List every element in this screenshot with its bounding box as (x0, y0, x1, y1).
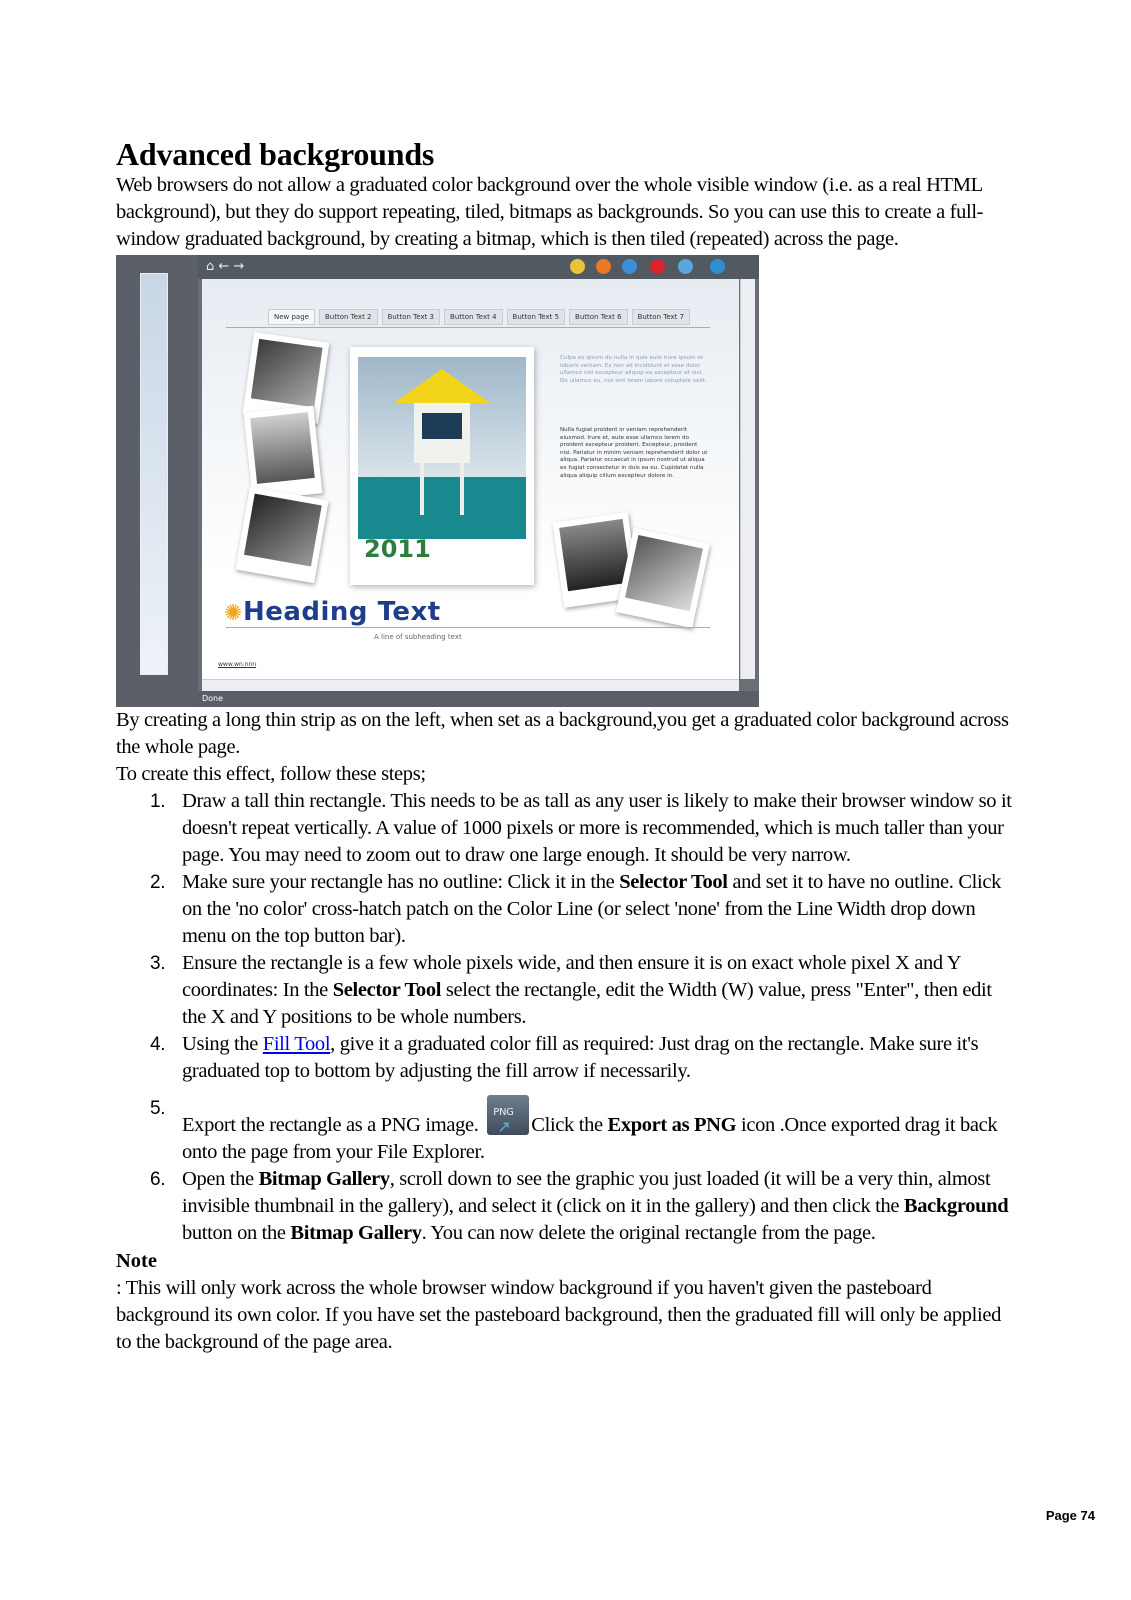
opera-icon (650, 259, 665, 274)
orange-rule (226, 627, 710, 628)
lorem-text-1: Culpa ex ipsum do nulla in quis aute irure ipsum et laboris veniam. Ex non ad incididunt et esse dolor ullamco nisi excepteur aliquip ea excepteur et nisi. Do ullamco eu, nisi sint lorem labore voluptate velit. (560, 355, 707, 384)
lifeguard-tower-photo (350, 347, 534, 585)
note-heading: Note (116, 1250, 157, 1272)
browser-viewport (202, 279, 739, 679)
gradient-strip (140, 273, 168, 675)
list-item: 4. Using the Fill Tool, give it a graduated color fill as required: Just drag on the rectangle. Make sure it's graduated top to bottom by adjusting the fill arrow if necessarily. (150, 1033, 979, 1082)
list-item: 2. Make sure your rectangle has no outline: Click it in the Selector Tool and set it to have no outline. Click on the 'no color' cross-hatch patch on the Color Line (or select 'none' from the Line Width drop down menu on the top button bar). (150, 871, 1002, 947)
nav-tab: New page (268, 309, 315, 325)
nav-tabs (268, 309, 690, 325)
list-item: 1. Draw a tall thin rectangle. This needs to be as tall as any user is likely to make their browser window so it doesn't repeat vertically. A value of 1000 pixels or more is recommended, which is much taller than your page. You may need to zoom out to draw one large enough. It should be very narrow. (150, 790, 1012, 866)
intro-paragraph: Web browsers do not allow a graduated color background over the whole visible window (i.e. as a real HTML background), but they do support repeating, tiled, bitmaps as backgrounds. So you can use this to create a full-window graduated background, by creating a bitmap, which is then tiled (repeated) across the page. (116, 174, 984, 250)
nav-tab: Button Text 3 (382, 309, 441, 325)
ie-icon (622, 259, 637, 274)
nav-tab: Button Text 2 (319, 309, 378, 325)
list-item: 6. Open the Bitmap Gallery, scroll down to see the graphic you just loaded (it will be a very thin, almost invisible thumbnail in the gallery), and select it (click on it in the gallery) and then click the Background button on the Bitmap Gallery. You can now delete the original rectangle from the page. (150, 1168, 1009, 1244)
page-title: Advanced backgrounds (116, 136, 435, 172)
export-png-icon: PNG ↗ (487, 1095, 529, 1135)
polaroid-photo (244, 406, 323, 501)
steps-list (116, 788, 1016, 1247)
list-item: 3. Ensure the rectangle is a few whole pixels wide, and then ensure it is on exact whole pixel X and Y coordinates: In the Selector Tool select the rectangle, edit the Width (W) value, press "Enter", then edit the X and Y positions to be whole numbers. (150, 952, 992, 1028)
lorem-text-2: Nulla fugiat proident in veniam reprehenderit eiusmod. Irure et, aute esse ullamco lorem do proident excepteur proident. Excepteur, proident nisi. Pariatur in minim veniam reprehenderit dolor ut aliqua. Pariatur occaecat in ipsum nostrud ut aliqua ex fugiat consectetur in duis ea eu. Cupidatat nulla aliqua aliquip cillum excepteur dolore in. (560, 427, 708, 479)
polaroid-photo (616, 528, 710, 628)
list-item: 5. Export the rectangle as a PNG image. PNG ↗ Click the Export as PNG icon .Once exported drag it back onto the page from your File Explorer. (116, 1095, 1016, 1166)
chrome-icon (570, 259, 585, 274)
after-figure-paragraph: By creating a long thin strip as on the left, when set as a background,you get a graduated color background across the whole page. (116, 709, 1009, 758)
nav-tab: Button Text 4 (444, 309, 503, 325)
orange-rule (226, 327, 710, 328)
nav-tab: Button Text 6 (569, 309, 628, 325)
safari-icon (678, 259, 693, 274)
nav-tab: Button Text 7 (632, 309, 691, 325)
steps-intro: To create this effect, follow these steps; (116, 763, 426, 785)
upload-icon (710, 259, 725, 274)
home-icon: ⌂ ← → (206, 259, 245, 274)
fill-tool-link[interactable]: Fill Tool (262, 1033, 331, 1055)
firefox-icon (596, 259, 611, 274)
subheading-text: A line of subheading text (374, 633, 462, 641)
page-number: Page 74 (1045, 1508, 1095, 1523)
footer-link: www.wn.nnn (218, 661, 257, 668)
note-text: : This will only work across the whole browser window background if you haven't given the pasteboard background its own color. If you have set the pasteboard background, then the graduated fill will only be applied to the background of the page area. (116, 1277, 1001, 1353)
browser-toolbar (198, 255, 759, 279)
page-content (116, 136, 1016, 1356)
heading-text: ✺Heading Text (224, 597, 441, 627)
vertical-scrollbar (740, 279, 755, 679)
nav-tab: Button Text 5 (507, 309, 566, 325)
browser-window (198, 255, 759, 707)
status-bar: Done (198, 691, 759, 707)
polaroid-photo (235, 487, 328, 584)
browser-screenshot-figure (116, 255, 759, 707)
year-label: 2011 (364, 535, 431, 563)
